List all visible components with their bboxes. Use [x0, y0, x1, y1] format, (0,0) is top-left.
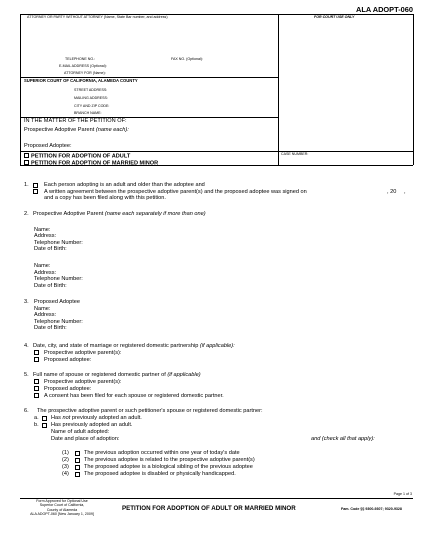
item1-comma: , [404, 188, 406, 195]
prospective-parent-hint: (name each): [95, 127, 129, 133]
item2-hint: (name each separately if more than one) [104, 211, 206, 217]
item4-number: 4. [24, 343, 29, 349]
option-married-minor[interactable] [24, 160, 158, 167]
item6-b-checkbox[interactable] [42, 423, 47, 428]
item4-b-checkbox[interactable] [34, 357, 39, 362]
dob-label: Date of Birth: [34, 282, 67, 289]
adult-checkbox[interactable] [24, 153, 29, 158]
item5-a-checkbox[interactable] [34, 379, 39, 384]
header-left-border [20, 14, 21, 165]
item5-c-checkbox[interactable] [34, 393, 39, 398]
item1-b-checkbox[interactable] [33, 189, 38, 194]
fax-label: FAX NO. (Optional): [171, 57, 203, 61]
item6-a-not: not [62, 415, 71, 421]
telephone-label: Telephone Number: [34, 318, 83, 325]
city-zip-label: CITY AND ZIP CODE: [74, 104, 110, 108]
item2-parent1 [34, 227, 83, 253]
case-number-label: CASE NUMBER: [281, 152, 309, 156]
item5-hint: (if applicable) [167, 372, 201, 378]
item3-text: Proposed Adoptee [34, 299, 81, 305]
branch-name-label: BRANCH NAME: [74, 111, 102, 115]
prospective-parent-label [24, 127, 129, 134]
court-use-label: FOR COURT USE ONLY [314, 15, 355, 19]
item6-a-pre: Has [51, 415, 61, 421]
address-label: Address: [34, 269, 57, 276]
address-label: Address: [34, 233, 57, 240]
telephone-label: TELEPHONE NO.: [65, 57, 96, 61]
item3-number: 3. [24, 299, 29, 305]
married-minor-checkbox[interactable] [24, 160, 29, 165]
option-adult-label: PETITION FOR ADOPTION OF ADULT [31, 153, 131, 160]
item6-check-all: and (check all that apply): [311, 436, 375, 442]
name-label: Name: [34, 263, 51, 269]
item1-a-checkbox[interactable] [33, 183, 38, 188]
item5-a-text: Prospective adoptive parent(s): [44, 378, 122, 385]
item1-year: , 20 [387, 188, 397, 195]
attorney-label: ATTORNEY OR PARTY WITHOUT ATTORNEY (Name, State Bar number, and address) [27, 15, 168, 19]
item1-b-text: A written agreement between the prospective adoptive parent(s) and the proposed adoptee was signed on [44, 188, 307, 195]
item6-opt3-number: (3) [62, 464, 69, 470]
item6-opt2-text: The previous adoptee is related to the prospective adoptive parent(s) [84, 457, 255, 463]
dob-label: Date of Birth: [34, 325, 67, 332]
matter-label: IN THE MATTER OF THE PETITION OF: [24, 118, 127, 124]
item6-b-text: Has previously adopted an adult. [51, 422, 133, 428]
item6-a-text [51, 415, 142, 422]
approval-line: ALA ADOPT-060 [New January 1, 2009] [30, 512, 94, 517]
item2-number: 2. [24, 211, 29, 217]
header-divider [278, 14, 279, 165]
item6-opt1-number: (1) [62, 450, 69, 456]
item6-opt4-text: The proposed adoptee is disabled or physically handicapped. [84, 471, 236, 477]
item4-text: Date, city, and state of marriage or registered domestic partnership [33, 343, 199, 349]
option-married-minor-label: PETITION FOR ADOPTION OF MARRIED MINOR [31, 160, 159, 166]
item4-a-checkbox[interactable] [34, 350, 39, 355]
form-id: ALA ADOPT-060 [356, 5, 413, 14]
court-name: SUPERIOR COURT OF CALIFORNIA, ALAMEDA COUNTY [24, 78, 138, 83]
item6-a-checkbox[interactable] [42, 416, 47, 421]
mailing-address-label: MAILING ADDRESS: [74, 96, 108, 100]
address-label: Address: [34, 312, 57, 319]
item6-opt3-text: The proposed adoptee is a biological sibling of the previous adoptee [84, 464, 253, 470]
item6-opt4-number: (4) [62, 471, 69, 477]
item6-opt2-checkbox[interactable] [75, 458, 80, 463]
header-right-border [413, 14, 414, 165]
prospective-parent-text: Prospective Adoptive Parent [24, 127, 95, 133]
street-address-label: STREET ADDRESS: [74, 88, 108, 92]
approval-line: County of Alameda [46, 507, 78, 512]
item1-a-text: Each person adopting is an adult and older than the adoptee and [44, 182, 205, 188]
dob-label: Date of Birth: [34, 246, 67, 253]
item6-opt3-checkbox[interactable] [75, 465, 80, 470]
fam-code: Fam. Code §§ 9300-9307; 9320-9328 [341, 507, 402, 511]
item5-number: 5. [24, 372, 29, 378]
item2-heading [33, 211, 206, 218]
item3-adoptee [34, 299, 83, 332]
footer-title: PETITION FOR ADOPTION OF ADULT OR MARRIED MINOR [122, 505, 296, 512]
telephone-label: Telephone Number: [34, 239, 83, 246]
item6-number: 6. [24, 408, 29, 414]
item6-a-post: previously adopted an adult. [71, 415, 142, 421]
item5-b-text: Proposed adoptee: [44, 385, 92, 392]
item6-opt4-checkbox[interactable] [75, 472, 80, 477]
form-approval [22, 499, 102, 517]
proposed-adoptee-label: Proposed Adoptee: [24, 143, 72, 149]
page-number: Page 1 of 3 [393, 492, 412, 496]
name-label: Name: [34, 305, 51, 312]
email-label: E-MAIL ADDRESS (Optional): [59, 64, 107, 68]
item6-text: The prospective adoptive parent or such petitioner's spouse or registered domestic partner: [37, 408, 263, 414]
item1-number: 1. [24, 182, 29, 188]
item5-b-checkbox[interactable] [34, 386, 39, 391]
item4-hint: (if applicable): [199, 343, 235, 349]
item6-opt1-text: The previous adoption occurred within one year of today's date [84, 450, 240, 456]
item6-opt2-number: (2) [62, 457, 69, 463]
item2-parent2 [34, 263, 83, 289]
telephone-label: Telephone Number: [34, 276, 83, 283]
item4-b-text: Proposed adoptee: [44, 356, 92, 363]
item6-opt1-checkbox[interactable] [75, 451, 80, 456]
item5-text: Full name of spouse or registered domestic partner of [33, 372, 166, 378]
approval-line: Superior Court of California, [39, 503, 85, 508]
item1-c-text: and a copy has been filed along with this petition. [44, 195, 166, 201]
divider [20, 151, 413, 152]
item5-c-text: A consent has been filed for each spouse or registered domestic partner. [44, 392, 224, 399]
attorney-for-label: ATTORNEY FOR (Name): [64, 71, 106, 75]
approval-line: Form Approved for Optional Use [36, 499, 88, 503]
item4-a-text: Prospective adoptive parent(s): [44, 349, 122, 356]
item6-date-place: Date and place of adoption: [51, 436, 120, 442]
item6-a-letter: a. [34, 415, 39, 421]
item2-text: Prospective Adoptive Parent [33, 211, 104, 217]
name-label: Name: [34, 226, 51, 233]
item6-b-letter: b. [34, 422, 39, 428]
item6-name-adopted: Name of adult adopted: [51, 429, 110, 435]
